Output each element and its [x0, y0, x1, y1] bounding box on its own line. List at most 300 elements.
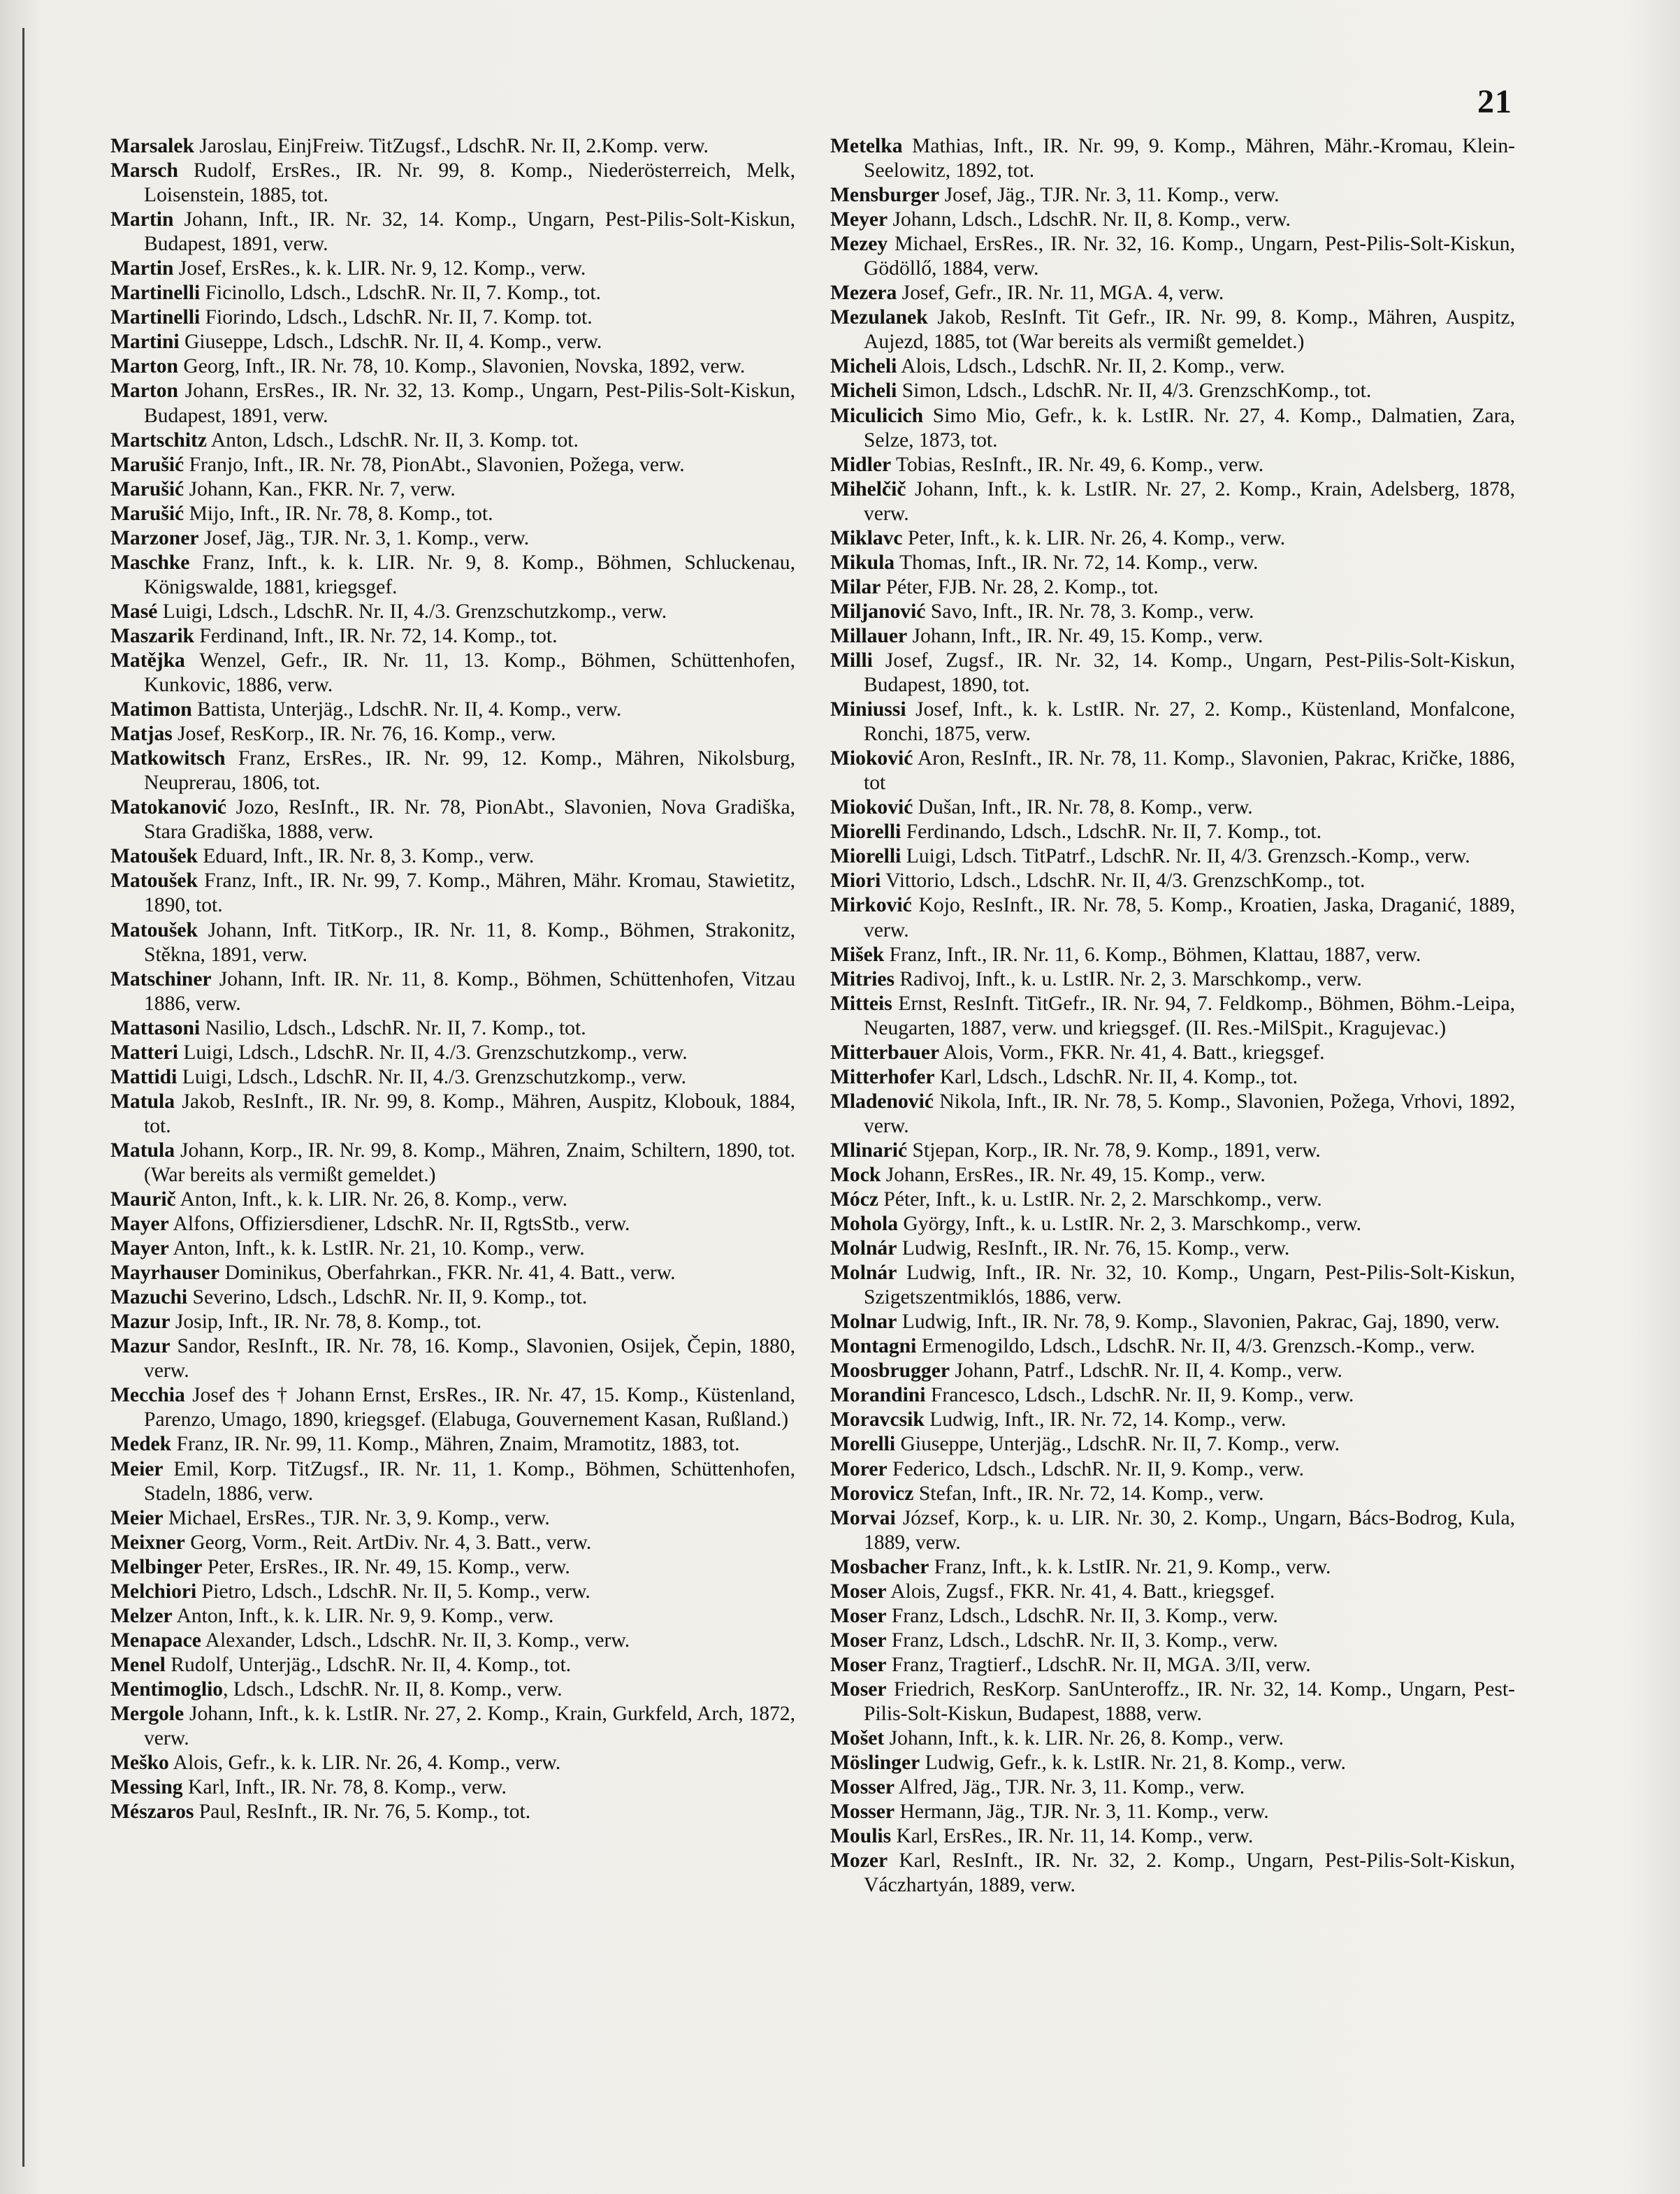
entry-details: Franz, Tragtierf., LdschR. Nr. II, MGA. 3/II, verw.: [886, 1653, 1311, 1676]
list-entry: [830, 1139, 1515, 1163]
list-entry: [830, 305, 1515, 354]
entry-surname: Masé: [110, 600, 158, 623]
entry-details: Franz, Inft., k. k. LstIR. Nr. 21, 9. Komp., verw.: [929, 1555, 1331, 1578]
entry-surname: Matokanović: [110, 796, 227, 819]
entry-surname: Mayer: [110, 1237, 169, 1260]
entry-details: Johann, Ldsch., LdschR. Nr. II, 8. Komp., verw.: [888, 208, 1291, 231]
list-entry: [110, 208, 795, 257]
list-entry: [110, 1065, 795, 1090]
list-entry: [830, 208, 1515, 232]
right-column: [830, 134, 1515, 1898]
entry-details: Luigi, Ldsch., LdschR. Nr. II, 4./3. Grenzschutzkomp., verw.: [177, 1065, 687, 1088]
entry-surname: Mitterbauer: [830, 1041, 940, 1064]
entry-details: Karl, ResInft., IR. Nr. 32, 2. Komp., Ungarn, Pest-Pilis-Solt-Kiskun, Váczhartyán, 1889, verw.: [864, 1849, 1515, 1897]
list-entry: [110, 551, 795, 600]
entry-surname: Miorelli: [830, 845, 901, 868]
entry-details: Anton, Inft., k. k. LIR. Nr. 26, 8. Komp., verw.: [175, 1188, 568, 1211]
entry-surname: Meško: [110, 1752, 169, 1775]
entry-details: Sandor, ResInft., IR. Nr. 78, 16. Komp., Slavonien, Osijek, Čepin, 1880, verw.: [144, 1335, 795, 1383]
list-entry: [830, 477, 1515, 526]
entry-surname: Mitterhofer: [830, 1065, 935, 1088]
entry-details: Jaroslau, EinjFreiw. TitZugsf., LdschR. Nr. II, 2.Komp. verw.: [194, 135, 709, 157]
entry-surname: Mišek: [830, 943, 885, 966]
list-entry: [110, 330, 795, 354]
entry-surname: Meier: [110, 1506, 164, 1529]
list-entry: [110, 159, 795, 208]
entry-surname: Meyer: [830, 208, 888, 231]
entry-surname: Mergole: [110, 1703, 184, 1725]
entry-details: Franjo, Inft., IR. Nr. 78, PionAbt., Slavonien, Požega, verw.: [184, 453, 685, 476]
list-entry: [110, 354, 795, 379]
entry-surname: Mentimoglio: [110, 1677, 224, 1701]
entry-surname: Montagni: [830, 1335, 917, 1358]
entry-surname: Metelka: [830, 135, 903, 157]
left-column: [110, 134, 795, 1824]
entry-details: Georg, Inft., IR. Nr. 78, 10. Komp., Slavonien, Novska, 1892, verw.: [178, 355, 746, 378]
list-entry: [110, 257, 795, 281]
entry-details: Ferdinando, Ldsch., LdschR. Nr. II, 7. Komp., tot.: [901, 821, 1322, 844]
entry-surname: Martinelli: [110, 306, 201, 329]
list-entry: [830, 1334, 1515, 1359]
list-entry: [830, 379, 1515, 403]
list-entry: [830, 1383, 1515, 1408]
entry-details: Rudolf, ErsRes., IR. Nr. 99, 8. Komp., Niederösterreich, Melk, Loisenstein, 1885, tot.: [144, 159, 795, 207]
entry-details: Simo Mio, Gefr., k. k. LstIR. Nr. 27, 4. Komp., Dalmatien, Zara, Selze, 1873, tot.: [864, 404, 1515, 452]
entry-details: Stjepan, Korp., IR. Nr. 78, 9. Komp., 1891, verw.: [907, 1139, 1321, 1162]
entry-surname: Mensburger: [830, 184, 940, 207]
entry-surname: Marton: [110, 355, 178, 378]
entry-details: Karl, Ldsch., LdschR. Nr. II, 4. Komp., tot.: [934, 1065, 1298, 1088]
entry-details: Friedrich, ResKorp. SanUnteroffz., IR. Nr. 32, 14. Komp., Ungarn, Pest-Pilis-Solt-Kiskun, Budapest, 1888, verw.: [864, 1677, 1515, 1725]
entry-details: Ermenogildo, Ldsch., LdschR. Nr. II, 4/3. Grenzsch.-Komp., verw.: [916, 1335, 1475, 1358]
entry-surname: Martin: [110, 208, 174, 231]
entry-surname: Morelli: [830, 1433, 896, 1456]
entry-details: Tobias, ResInft., IR. Nr. 49, 6. Komp., verw.: [891, 453, 1264, 476]
entry-details: Josef, ErsRes., k. k. LIR. Nr. 9, 12. Komp., verw.: [173, 257, 586, 280]
entry-surname: Matoušek: [110, 869, 198, 893]
entry-surname: Marsch: [110, 159, 178, 182]
list-entry: [110, 526, 795, 551]
entry-surname: Maschke: [110, 551, 190, 574]
entry-surname: Matoušek: [110, 845, 198, 868]
entry-details: Johann, Inft., k. k. LIR. Nr. 26, 8. Komp., verw.: [884, 1727, 1284, 1750]
entry-details: Kojo, ResInft., IR. Nr. 78, 5. Komp., Kroatien, Jaska, Draganić, 1889, verw.: [864, 894, 1515, 941]
entry-surname: Molnár: [830, 1237, 897, 1260]
entry-details: Luigi, Ldsch., LdschR. Nr. II, 4./3. Grenzschutzkomp., verw.: [178, 1041, 688, 1064]
entry-details: Josef des † Johann Ernst, ErsRes., IR. Nr. 47, 15. Komp., Küstenland, Parenzo, Umago, 1890, kriegsgef. (Elabuga, Gouvernement Kasan, Rußland.): [144, 1384, 795, 1431]
list-entry: [830, 1824, 1515, 1849]
entry-details: Anton, Ldsch., LdschR. Nr. II, 3. Komp. tot.: [207, 428, 579, 452]
list-entry: [830, 1629, 1515, 1653]
entry-details: Federico, Ldsch., LdschR. Nr. II, 9. Komp., verw.: [887, 1457, 1305, 1480]
list-entry: [830, 1677, 1515, 1726]
entry-details: Alois, Gefr., k. k. LIR. Nr. 26, 4. Komp., verw.: [168, 1752, 561, 1775]
entry-surname: Menapace: [110, 1629, 201, 1652]
entry-surname: Miniussi: [830, 698, 906, 721]
entry-details: Fiorindo, Ldsch., LdschR. Nr. II, 7. Komp. tot.: [200, 306, 593, 329]
entry-surname: Mlinarić: [830, 1139, 908, 1162]
entry-details: Johann, Inft., k. k. LstIR. Nr. 27, 2. Komp., Krain, Adelsberg, 1878, verw.: [864, 477, 1515, 525]
entry-details: Alois, Vorm., FKR. Nr. 41, 4. Batt., kriegsgef.: [939, 1041, 1325, 1064]
list-entry: [830, 1726, 1515, 1751]
list-entry: [110, 1090, 795, 1139]
list-entry: [110, 1580, 795, 1604]
entry-details: Battista, Unterjäg., LdschR. Nr. II, 4. Komp., verw.: [191, 698, 622, 721]
list-entry: [110, 722, 795, 746]
list-entry: [110, 1751, 795, 1775]
list-entry: [110, 869, 795, 918]
entry-details: Johann, Patrf., LdschR. Nr. II, 4. Komp., verw.: [949, 1359, 1342, 1383]
list-entry: [830, 992, 1515, 1041]
list-entry: [830, 1482, 1515, 1506]
list-entry: [830, 844, 1515, 869]
entry-surname: Marušić: [110, 453, 184, 476]
entry-surname: Matoušek: [110, 918, 198, 941]
list-entry: [110, 1016, 795, 1041]
list-entry: [110, 795, 795, 844]
list-entry: [830, 1555, 1515, 1580]
entry-details: Ludwig, Inft., IR. Nr. 78, 9. Komp., Slavonien, Pakrac, Gaj, 1890, verw.: [897, 1311, 1500, 1334]
entry-surname: Moosbrugger: [830, 1359, 950, 1383]
list-entry: [110, 1775, 795, 1800]
entry-details: Jozo, ResInft., IR. Nr. 78, PionAbt., Slavonien, Nova Gradiška, Stara Gradiška, 1888, verw.: [144, 796, 795, 844]
entry-surname: Miljanović: [830, 600, 926, 623]
entry-details: Ficinollo, Ldsch., LdschR. Nr. II, 7. Komp., tot.: [200, 282, 601, 305]
entry-details: Savo, Inft., IR. Nr. 78, 3. Komp., verw.: [925, 600, 1254, 623]
entry-surname: Mihelčič: [830, 477, 906, 500]
entry-surname: Maszarik: [110, 624, 194, 647]
entry-details: Johann, Inft., IR. Nr. 49, 15. Komp., verw.: [907, 624, 1263, 647]
entry-details: Michael, ErsRes., IR. Nr. 32, 16. Komp., Ungarn, Pest-Pilis-Solt-Kiskun, Gödöllő, 1884, verw.: [864, 233, 1515, 280]
entry-details: Franz, IR. Nr. 99, 11. Komp., Mähren, Znaim, Mramotitz, 1883, tot.: [171, 1433, 740, 1456]
entry-details: Alfred, Jäg., TJR. Nr. 3, 11. Komp., verw.: [895, 1776, 1245, 1799]
entry-details: Anton, Inft., k. k. LstIR. Nr. 21, 10. Komp., verw.: [168, 1237, 585, 1260]
list-entry: [110, 502, 795, 526]
list-entry: [830, 649, 1515, 698]
list-entry: [830, 354, 1515, 379]
list-entry: [110, 1310, 795, 1334]
list-entry: [830, 1359, 1515, 1383]
entry-details: Severino, Ldsch., LdschR. Nr. II, 9. Komp., tot.: [187, 1286, 588, 1309]
entry-details: Josef, Inft., k. k. LstIR. Nr. 27, 2. Komp., Küstenland, Monfalcone, Ronchi, 1875, verw.: [864, 698, 1515, 746]
entry-surname: Mock: [830, 1163, 881, 1186]
entry-surname: Martin: [110, 257, 174, 280]
entry-surname: Milli: [830, 649, 873, 672]
list-entry: [110, 624, 795, 649]
entry-details: Luigi, Ldsch. TitPatrf., LdschR. Nr. II, 4/3. Grenzsch.-Komp., verw.: [901, 845, 1470, 868]
entry-surname: Mazur: [110, 1311, 171, 1334]
list-entry: [110, 1432, 795, 1457]
entry-details: Josef, ResKorp., IR. Nr. 76, 16. Komp., verw.: [172, 723, 556, 746]
list-entry: [110, 649, 795, 698]
entry-surname: Midler: [830, 453, 892, 476]
entry-details: György, Inft., k. u. LstIR. Nr. 2, 3. Marschkomp., verw.: [898, 1213, 1362, 1236]
list-entry: [830, 1457, 1515, 1482]
entry-surname: Mioković: [830, 796, 913, 819]
entry-surname: Mosser: [830, 1800, 895, 1824]
list-entry: [110, 1653, 795, 1677]
list-entry: [830, 1212, 1515, 1236]
list-entry: [110, 1531, 795, 1555]
entry-surname: Mattasoni: [110, 1016, 201, 1039]
entry-surname: Micheli: [830, 380, 897, 403]
entry-details: Hermann, Jäg., TJR. Nr. 3, 11. Komp., verw.: [895, 1800, 1269, 1824]
list-entry: [110, 1383, 795, 1432]
entry-details: Josef, Zugsf., IR. Nr. 32, 14. Komp., Ungarn, Pest-Pilis-Solt-Kiskun, Budapest, 1890, tot.: [864, 649, 1515, 697]
entry-surname: Matschiner: [110, 967, 212, 990]
entry-details: , Ldsch., LdschR. Nr. II, 8. Komp., verw.: [223, 1677, 563, 1701]
entry-surname: Molnar: [830, 1311, 897, 1334]
entry-surname: Moravcsik: [830, 1408, 925, 1431]
entry-details: Giuseppe, Ldsch., LdschR. Nr. II, 4. Komp., verw.: [179, 331, 602, 354]
entry-details: Nasilio, Ldsch., LdschR. Nr. II, 7. Komp., tot.: [200, 1016, 586, 1039]
entry-surname: Millauer: [830, 624, 908, 647]
entry-surname: Matkowitsch: [110, 747, 226, 770]
entry-details: Johann, ErsRes., IR. Nr. 32, 13. Komp., Ungarn, Pest-Pilis-Solt-Kiskun, Budapest, 1891, verw.: [144, 380, 795, 427]
entry-surname: Mezulanek: [830, 306, 928, 329]
entry-surname: Mohola: [830, 1213, 899, 1236]
entry-details: Johann, Inft. IR. Nr. 11, 8. Komp., Böhmen, Schüttenhofen, Vitzau 1886, verw.: [144, 967, 795, 1015]
entry-details: Franz, Inft., IR. Nr. 11, 6. Komp., Böhmen, Klattau, 1887, verw.: [884, 943, 1421, 966]
entry-surname: Mezera: [830, 282, 897, 305]
list-entry: [830, 551, 1515, 575]
entry-surname: Mayrhauser: [110, 1262, 220, 1285]
entry-details: Pietro, Ldsch., LdschR. Nr. II, 5. Komp., verw.: [196, 1580, 591, 1603]
list-entry: [110, 746, 795, 795]
entry-details: Péter, Inft., k. u. LstIR. Nr. 2, 2. Marschkomp., verw.: [878, 1188, 1322, 1211]
entry-details: Johann, Inft. TitKorp., IR. Nr. 11, 8. Komp., Böhmen, Strakonitz, Stěkna, 1891, verw.: [144, 918, 795, 966]
list-entry: [110, 1629, 795, 1653]
list-entry: [830, 183, 1515, 208]
entry-surname: Mitries: [830, 967, 895, 990]
entry-surname: Morer: [830, 1457, 888, 1480]
entry-surname: Moulis: [830, 1825, 892, 1848]
entry-details: Eduard, Inft., IR. Nr. 8, 3. Komp., verw.: [197, 845, 535, 868]
list-entry: [110, 305, 795, 330]
entry-details: Josip, Inft., IR. Nr. 78, 8. Komp., tot.: [170, 1311, 482, 1334]
list-entry: [830, 893, 1515, 942]
entry-surname: Morovicz: [830, 1482, 914, 1505]
entry-surname: Moser: [830, 1653, 887, 1676]
entry-details: Karl, ErsRes., IR. Nr. 11, 14. Komp., verw.: [891, 1825, 1254, 1848]
entry-surname: Marzoner: [110, 526, 199, 549]
entry-details: Franz, ErsRes., IR. Nr. 99, 12. Komp., Mähren, Nikolsburg, Neuprerau, 1806, tot.: [144, 747, 795, 795]
entry-surname: Mirković: [830, 894, 912, 917]
entry-surname: Marton: [110, 380, 178, 403]
entry-surname: Menel: [110, 1653, 166, 1676]
entry-details: Peter, Inft., k. k. LIR. Nr. 26, 4. Komp., verw.: [902, 526, 1286, 549]
entry-surname: Mosser: [830, 1776, 895, 1799]
list-entry: [110, 1457, 795, 1506]
list-entry: [830, 600, 1515, 624]
entry-surname: Mošet: [830, 1727, 885, 1750]
entry-details: Peter, ErsRes., IR. Nr. 49, 15. Komp., verw.: [202, 1555, 570, 1578]
list-entry: [830, 746, 1515, 795]
entry-details: Josef, Jäg., TJR. Nr. 3, 1. Komp., verw.: [198, 526, 530, 549]
list-entry: [830, 1163, 1515, 1188]
list-entry: [110, 1677, 795, 1702]
entry-details: Josef, Gefr., IR. Nr. 11, MGA. 4, verw.: [897, 282, 1224, 305]
list-entry: [110, 134, 795, 159]
list-entry: [110, 1800, 795, 1824]
list-entry: [110, 1236, 795, 1261]
entry-surname: Matula: [110, 1090, 175, 1113]
list-entry: [830, 281, 1515, 305]
entry-surname: Mattidi: [110, 1065, 178, 1088]
entry-surname: Miori: [830, 869, 881, 893]
entry-details: Jakob, ResInft., IR. Nr. 99, 8. Komp., Mähren, Auspitz, Klobouk, 1884, tot.: [144, 1090, 795, 1137]
entry-details: Péter, FJB. Nr. 28, 2. Komp., tot.: [881, 575, 1159, 598]
entry-surname: Mazuchi: [110, 1286, 188, 1309]
entry-details: Johann, Korp., IR. Nr. 99, 8. Komp., Mähren, Znaim, Schiltern, 1890, tot. (War bereits als vermißt gemeldet.): [144, 1139, 795, 1186]
list-entry: [110, 453, 795, 477]
list-entry: [110, 1506, 795, 1531]
entry-details: Vittorio, Ldsch., LdschR. Nr. II, 4/3. GrenzschKomp., tot.: [881, 869, 1366, 893]
page-binding-edge: [22, 28, 24, 2167]
entry-details: Jakob, ResInft. Tit Gefr., IR. Nr. 99, 8. Komp., Mähren, Auspitz, Aujezd, 1885, tot (War bereits als vermißt gemeldet.): [864, 306, 1515, 354]
entry-surname: Marušić: [110, 477, 184, 500]
list-entry: [830, 1236, 1515, 1261]
list-entry: [110, 1212, 795, 1236]
list-entry: [830, 1751, 1515, 1775]
list-entry: [830, 698, 1515, 746]
list-entry: [830, 1041, 1515, 1065]
entry-surname: Marsalek: [110, 135, 194, 157]
entry-surname: Möslinger: [830, 1752, 920, 1775]
entry-surname: Martini: [110, 331, 180, 354]
entry-details: Emil, Korp. TitZugsf., IR. Nr. 11, 1. Komp., Böhmen, Schüttenhofen, Stadeln, 1886, verw.: [144, 1457, 795, 1505]
entry-surname: Mioković: [830, 747, 913, 770]
entry-details: Luigi, Ldsch., LdschR. Nr. II, 4./3. Grenzschutzkomp., verw.: [157, 600, 667, 623]
entry-details: Johann, Kan., FKR. Nr. 7, verw.: [184, 477, 456, 500]
entry-surname: Martinelli: [110, 282, 201, 305]
entry-details: József, Korp., k. u. LIR. Nr. 30, 2. Komp., Ungarn, Bács-Bodrog, Kula, 1889, verw.: [864, 1506, 1515, 1554]
list-entry: [110, 1285, 795, 1310]
entry-surname: Messing: [110, 1776, 183, 1799]
entry-surname: Mikula: [830, 551, 895, 574]
entry-surname: Moser: [830, 1629, 887, 1652]
list-entry: [830, 820, 1515, 844]
entry-details: Franz, Inft., k. k. LIR. Nr. 9, 8. Komp., Böhmen, Schluckenau, Königswalde, 1881, kriegsgef.: [144, 551, 795, 598]
list-entry: [830, 1580, 1515, 1604]
entry-surname: Miorelli: [830, 821, 901, 844]
entry-details: Alfons, Offiziersdiener, LdschR. Nr. II, RgtsStb., verw.: [168, 1213, 630, 1236]
entry-surname: Marušić: [110, 502, 184, 525]
entry-details: Mathias, Inft., IR. Nr. 99, 9. Komp., Mähren, Mähr.-Kromau, Klein-Seelowitz, 1892, tot.: [864, 135, 1515, 182]
entry-details: Anton, Inft., k. k. LIR. Nr. 9, 9. Komp., verw.: [172, 1604, 554, 1627]
entry-surname: Mitteis: [830, 992, 892, 1015]
entry-surname: Meixner: [110, 1531, 185, 1554]
list-entry: [110, 1041, 795, 1065]
entry-surname: Moser: [830, 1604, 887, 1627]
list-entry: [830, 1653, 1515, 1677]
list-entry: [830, 943, 1515, 967]
entry-surname: Mayer: [110, 1213, 169, 1236]
list-entry: [110, 379, 795, 428]
entry-details: Ludwig, Gefr., k. k. LstIR. Nr. 21, 8. Komp., verw.: [920, 1752, 1346, 1775]
entry-details: Dušan, Inft., IR. Nr. 78, 8. Komp., verw.: [913, 796, 1253, 819]
entry-surname: Milar: [830, 575, 881, 598]
list-entry: [110, 1702, 795, 1751]
list-entry: [830, 526, 1515, 551]
list-entry: [110, 600, 795, 624]
list-entry: [110, 428, 795, 453]
entry-surname: Miculicich: [830, 404, 924, 427]
entry-details: Aron, ResInft., IR. Nr. 78, 11. Komp., Slavonien, Pakrac, Kričke, 1886, tot: [864, 747, 1515, 795]
list-entry: [830, 1065, 1515, 1090]
entry-surname: Medek: [110, 1433, 172, 1456]
entry-details: Nikola, Inft., IR. Nr. 78, 5. Komp., Slavonien, Požega, Vrhovi, 1892, verw.: [864, 1090, 1515, 1137]
entry-details: Franz, Ldsch., LdschR. Nr. II, 3. Komp., verw.: [886, 1604, 1278, 1627]
list-entry: [830, 1408, 1515, 1432]
entry-surname: Mócz: [830, 1188, 878, 1211]
list-entry: [830, 1188, 1515, 1212]
entry-surname: Matteri: [110, 1041, 178, 1064]
entry-details: Franz, Inft., IR. Nr. 99, 7. Komp., Mähren, Mähr. Kromau, Stawietitz, 1890, tot.: [144, 869, 795, 917]
entry-details: Franz, Ldsch., LdschR. Nr. II, 3. Komp., verw.: [886, 1629, 1278, 1652]
entry-surname: Martschitz: [110, 428, 208, 452]
entry-details: Paul, ResInft., IR. Nr. 76, 5. Komp., tot.: [194, 1800, 531, 1824]
list-entry: [110, 1555, 795, 1580]
entry-details: Ludwig, ResInft., IR. Nr. 76, 15. Komp., verw.: [897, 1237, 1290, 1260]
entry-surname: Matula: [110, 1139, 175, 1162]
entry-details: Alois, Zugsf., FKR. Nr. 41, 4. Batt., kriegsgef.: [886, 1580, 1275, 1603]
entry-details: Rudolf, Unterjäg., LdschR. Nr. II, 4. Komp., tot.: [165, 1653, 572, 1676]
entry-details: Karl, Inft., IR. Nr. 78, 8. Komp., verw.: [182, 1776, 507, 1799]
list-entry: [110, 1334, 795, 1383]
entry-surname: Matjas: [110, 723, 173, 746]
list-entry: [110, 1261, 795, 1285]
list-entry: [830, 1800, 1515, 1824]
list-entry: [110, 844, 795, 869]
entry-details: Josef, Jäg., TJR. Nr. 3, 11. Komp., verw.: [939, 184, 1280, 207]
entry-details: Ludwig, Inft., IR. Nr. 32, 10. Komp., Ungarn, Pest-Pilis-Solt-Kiskun, Szigetszentmiklós, 1886, verw.: [864, 1262, 1515, 1309]
list-entry: [830, 1506, 1515, 1555]
list-entry: [830, 795, 1515, 820]
list-entry: [110, 1604, 795, 1629]
list-entry: [110, 918, 795, 967]
page-number: 21: [1477, 83, 1512, 120]
entry-details: Dominikus, Oberfahrkan., FKR. Nr. 41, 4. Batt., verw.: [219, 1262, 676, 1285]
list-entry: [830, 232, 1515, 281]
list-entry: [110, 967, 795, 1016]
entry-surname: Micheli: [830, 355, 897, 378]
list-entry: [830, 869, 1515, 893]
list-entry: [830, 404, 1515, 453]
list-entry: [830, 1432, 1515, 1457]
entry-details: Ferdinand, Inft., IR. Nr. 72, 14. Komp., tot.: [194, 624, 558, 647]
entry-surname: Molnár: [830, 1262, 897, 1285]
entry-surname: Mecchia: [110, 1384, 185, 1407]
entry-details: Johann, Inft., k. k. LstIR. Nr. 27, 2. Komp., Krain, Gurkfeld, Arch, 1872, verw.: [144, 1703, 795, 1750]
entry-details: Johann, ErsRes., IR. Nr. 49, 15. Komp., verw.: [881, 1163, 1266, 1186]
entry-surname: Mozer: [830, 1849, 888, 1872]
list-entry: [110, 698, 795, 722]
entry-details: Johann, Inft., IR. Nr. 32, 14. Komp., Ungarn, Pest-Pilis-Solt-Kiskun, Budapest, 1891, verw.: [144, 208, 795, 256]
list-entry: [830, 453, 1515, 477]
entry-surname: Maurič: [110, 1188, 176, 1211]
list-entry: [830, 1604, 1515, 1629]
entry-details: Ernst, ResInft. TitGefr., IR. Nr. 94, 7. Feldkomp., Böhmen, Böhm.-Leipa, Neugarten, 1887, verw. und kriegsgef. (II. Res.-MilSpit., Kragujevac.): [864, 992, 1515, 1039]
entry-surname: Matimon: [110, 698, 192, 721]
entry-details: Ludwig, Inft., IR. Nr. 72, 14. Komp., verw.: [924, 1408, 1287, 1431]
entry-surname: Mosbacher: [830, 1555, 929, 1578]
list-entry: [830, 1310, 1515, 1334]
entry-details: Giuseppe, Unterjäg., LdschR. Nr. II, 7. Komp., verw.: [895, 1433, 1340, 1456]
entry-surname: Mezey: [830, 233, 888, 256]
entry-details: Simon, Ldsch., LdschR. Nr. II, 4/3. GrenzschKomp., tot.: [897, 380, 1372, 403]
list-entry: [110, 281, 795, 305]
